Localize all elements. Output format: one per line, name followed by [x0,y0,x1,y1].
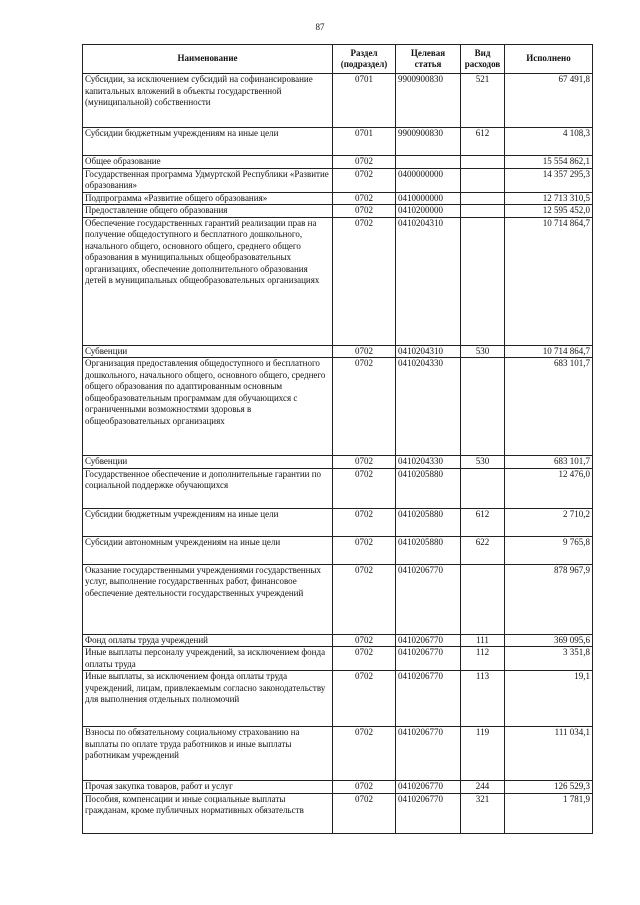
table-row [83,671,593,727]
cell-expense-type: 111 [461,634,505,647]
cell-article: 0410206770 [396,671,461,727]
cell-name: Фонд оплаты труда учреждений [83,634,333,647]
cell-executed: 878 967,9 [505,564,593,634]
cell-expense-type [461,168,505,192]
header-name: Наименование [83,45,333,74]
cell-name: Взносы по обязательному социальному страхованию на выплаты по оплате труда работников и иные выплаты работникам учреждений [83,727,333,781]
cell-executed: 369 095,6 [505,634,593,647]
table-row [83,192,593,205]
cell-name: Субсидии бюджетным учреждениям на иные цели [83,128,333,156]
cell-section: 0702 [333,168,396,192]
header-executed: Исполнено [505,45,593,74]
table-row [83,217,593,345]
table-row [83,456,593,469]
table-row [83,358,593,456]
table-row [83,564,593,634]
cell-name: Иные выплаты персоналу учреждений, за исключением фонда оплаты труда [83,647,333,671]
cell-expense-type [461,192,505,205]
cell-article: 0410205880 [396,468,461,508]
cell-section: 0702 [333,793,396,833]
cell-executed: 683 101,7 [505,456,593,469]
cell-section: 0702 [333,358,396,456]
table-row [83,793,593,833]
cell-article: 0410200000 [396,205,461,218]
cell-section: 0702 [333,727,396,781]
cell-name: Общее образование [83,156,333,169]
cell-article: 0410204310 [396,217,461,345]
cell-executed: 1 781,9 [505,793,593,833]
cell-section: 0702 [333,205,396,218]
cell-article: 0410206770 [396,727,461,781]
cell-expense-type: 113 [461,671,505,727]
cell-executed: 9 765,8 [505,536,593,564]
cell-executed: 12 476,0 [505,468,593,508]
table-row [83,468,593,508]
cell-article: 0410206770 [396,647,461,671]
cell-name: Субсидии бюджетным учреждениям на иные цели [83,508,333,536]
table-row [83,128,593,156]
cell-section: 0702 [333,647,396,671]
cell-executed: 3 351,8 [505,647,593,671]
cell-expense-type [461,205,505,218]
cell-name: Пособия, компенсации и иные социальные выплаты гражданам, кроме публичных нормативных обязательств [83,793,333,833]
cell-article: 0410204330 [396,358,461,456]
cell-section: 0702 [333,456,396,469]
cell-article: 0410205880 [396,536,461,564]
cell-section: 0702 [333,345,396,358]
cell-executed: 10 714 864,7 [505,345,593,358]
cell-expense-type: 530 [461,456,505,469]
cell-name: Субсидии автономным учреждениям на иные цели [83,536,333,564]
cell-article: 9900900830 [396,74,461,128]
table-row [83,345,593,358]
cell-section: 0702 [333,508,396,536]
cell-executed: 683 101,7 [505,358,593,456]
cell-executed: 111 034,1 [505,727,593,781]
table-row [83,634,593,647]
cell-article: 0410206770 [396,564,461,634]
cell-article: 0410204330 [396,456,461,469]
page-number: 87 [315,22,325,32]
cell-name: Государственная программа Удмуртской Республики «Развитие образования» [83,168,333,192]
cell-section: 0702 [333,468,396,508]
cell-expense-type: 112 [461,647,505,671]
cell-name: Иные выплаты, за исключением фонда оплаты труда учреждений, лицам, привлекаемым согласно законодательству для выполнения отдельных полномочий [83,671,333,727]
cell-expense-type: 119 [461,727,505,781]
cell-executed: 14 357 295,3 [505,168,593,192]
cell-section: 0702 [333,536,396,564]
cell-article: 0410204310 [396,345,461,358]
cell-name: Оказание государственными учреждениями государственных услуг, выполнение государственных работ, финансовое обеспечение деятельности государственных учреждений [83,564,333,634]
cell-name: Субвенции [83,345,333,358]
cell-name: Предоставление общего образования [83,205,333,218]
header-article: Целевая статья [396,45,461,74]
cell-section: 0702 [333,634,396,647]
cell-name: Государственное обеспечение и дополнительные гарантии по социальной поддержке обучающихся [83,468,333,508]
table-row [83,205,593,218]
table-row [83,168,593,192]
cell-section: 0702 [333,564,396,634]
cell-expense-type [461,217,505,345]
cell-section: 0702 [333,781,396,794]
cell-expense-type [461,564,505,634]
cell-expense-type [461,358,505,456]
table-row [83,727,593,781]
cell-article: 0410206770 [396,781,461,794]
table-row [83,74,593,128]
cell-expense-type: 612 [461,508,505,536]
cell-name: Субвенции [83,456,333,469]
cell-article: 0410205880 [396,508,461,536]
cell-expense-type [461,156,505,169]
table-row [83,536,593,564]
cell-expense-type: 521 [461,74,505,128]
cell-executed: 126 529,3 [505,781,593,794]
cell-name: Организация предоставления общедоступного и бесплатного дошкольного, начального общего, основного общего, среднего общего образования по адаптированным основным общеобразовательным программам для обучающихся с ограниченными возможностями здоровья в общеобразовательных организациях [83,358,333,456]
cell-expense-type: 612 [461,128,505,156]
cell-name: Обеспечение государственных гарантий реализации прав на получение общедоступного и бесплатного дошкольного, начального общего, основного общего, среднего общего образования в муниципальных общеобразовательных организациях, обеспечение дополнительного образования детей в муниципальных общеобразовательных организациях [83,217,333,345]
table-row [83,508,593,536]
cell-executed: 2 710,2 [505,508,593,536]
cell-executed: 19,1 [505,671,593,727]
cell-article: 0400000000 [396,168,461,192]
cell-expense-type: 622 [461,536,505,564]
table-body [83,74,593,834]
cell-name: Субсидии, за исключением субсидий на софинансирование капитальных вложений в объекты государственной (муниципальной) собственности [83,74,333,128]
budget-table [82,44,593,834]
cell-executed: 12 595 452,0 [505,205,593,218]
cell-section: 0701 [333,128,396,156]
cell-article: 0410206770 [396,793,461,833]
cell-name: Прочая закупка товаров, работ и услуг [83,781,333,794]
header-expense-type: Вид расходов [461,45,505,74]
header-section: Раздел (подраздел) [333,45,396,74]
cell-expense-type [461,468,505,508]
cell-section: 0701 [333,74,396,128]
cell-expense-type: 530 [461,345,505,358]
cell-executed: 15 554 862,1 [505,156,593,169]
cell-expense-type: 321 [461,793,505,833]
cell-section: 0702 [333,156,396,169]
table-header-row [83,45,593,74]
table-row [83,156,593,169]
cell-executed: 4 108,3 [505,128,593,156]
cell-section: 0702 [333,671,396,727]
cell-article [396,156,461,169]
cell-article: 0410000000 [396,192,461,205]
table-row [83,781,593,794]
cell-article: 9900900830 [396,128,461,156]
cell-expense-type: 244 [461,781,505,794]
cell-executed: 12 713 310,5 [505,192,593,205]
cell-article: 0410206770 [396,634,461,647]
cell-section: 0702 [333,217,396,345]
table-row [83,647,593,671]
cell-executed: 67 491,8 [505,74,593,128]
cell-executed: 10 714 864,7 [505,217,593,345]
cell-section: 0702 [333,192,396,205]
cell-name: Подпрограмма «Развитие общего образования» [83,192,333,205]
